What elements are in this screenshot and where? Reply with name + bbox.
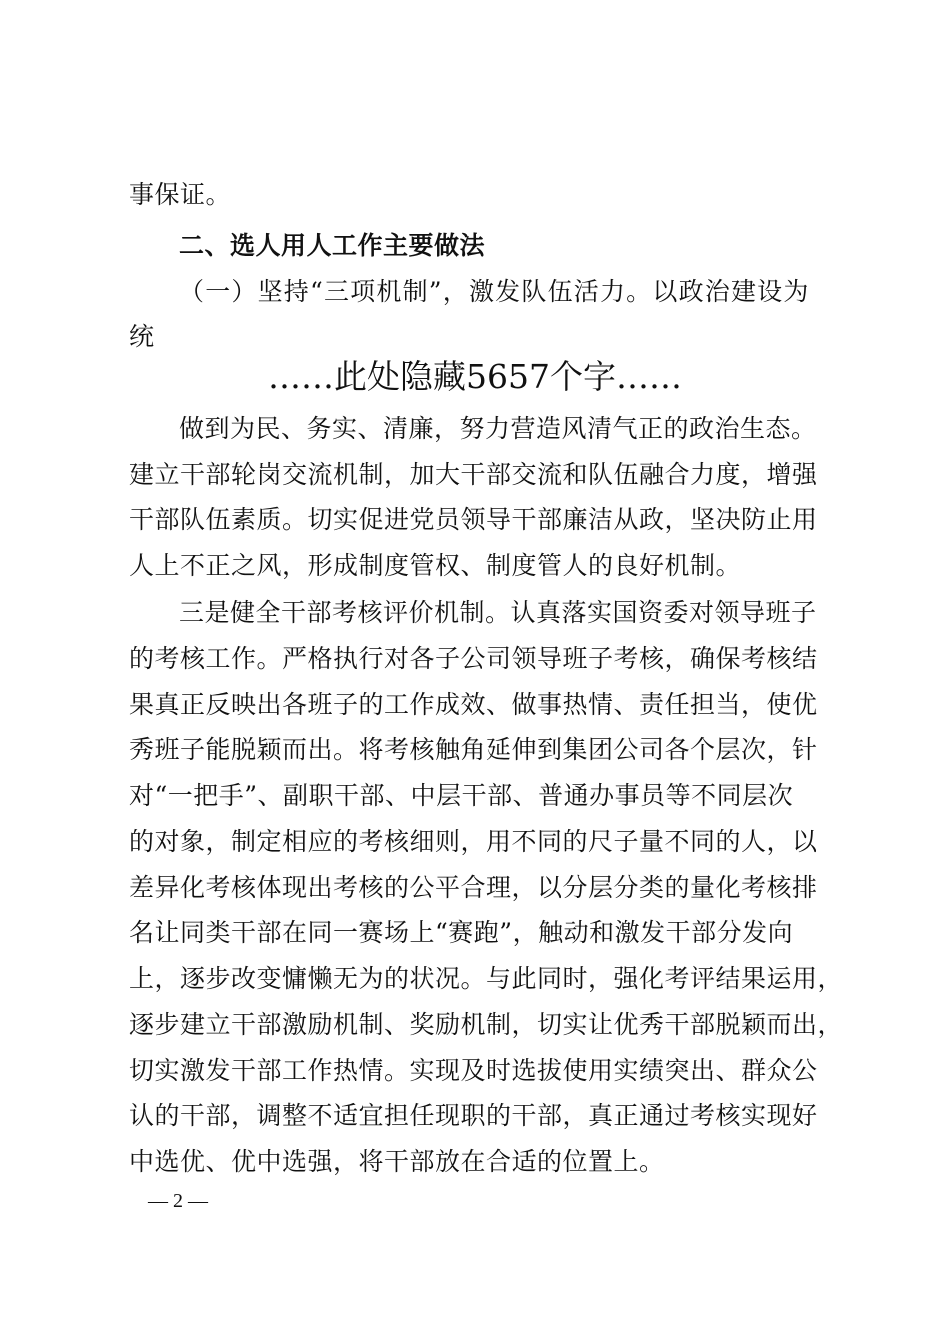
paragraph-line: 切实激发干部工作热情。实现及时选拔使用实绩突出、群众公 (129, 1056, 818, 1085)
paragraph-line: 上，逐步改变慵懒无为的状况。与此同时，强化考评结果运用， (129, 964, 844, 993)
section-heading: 二、选人用人工作主要做法 (179, 231, 486, 260)
text-line: 事保证。 (129, 180, 232, 209)
paragraph-line: 逐步建立干部激励机制、奖励机制，切实让优秀干部脱颖而出， (129, 1010, 844, 1039)
hidden-content-note: ……此处隐藏5657个字…… (268, 357, 682, 396)
paragraph-line: 做到为民、务实、清廉，努力营造风清气正的政治生态。 (179, 414, 817, 443)
paragraph-line: 对“一把手”、副职干部、中层干部、普通办事员等不同层次 (129, 781, 794, 810)
paragraph-line: 差异化考核体现出考核的公平合理，以分层分类的量化考核排 (129, 873, 818, 902)
paragraph-line: 名让同类干部在同一赛场上“赛跑”，触动和激发干部分发向 (129, 918, 794, 947)
paragraph-line: 干部队伍素质。切实促进党员领导干部廉洁从政，坚决防止用 (129, 505, 818, 534)
subheading-line: （一）坚持“三项机制”，激发队伍活力。以政治建设为 (179, 277, 810, 306)
paragraph-line: 的对象，制定相应的考核细则，用不同的尺子量不同的人，以 (129, 827, 818, 856)
paragraph-line: 认的干部，调整不适宜担任现职的干部，真正通过考核实现好 (129, 1101, 818, 1130)
paragraph-line: 的考核工作。严格执行对各子公司领导班子考核，确保考核结 (129, 644, 818, 673)
paragraph-line: 果真正反映出各班子的工作成效、做事热情、责任担当，使优 (129, 690, 818, 719)
paragraph-line: 人上不正之风，形成制度管权、制度管人的良好机制。 (129, 551, 742, 580)
paragraph-line: 中选优、优中选强，将干部放在合适的位置上。 (129, 1147, 665, 1176)
page-number: — 2 — (148, 1190, 208, 1212)
text-line: 统 (129, 322, 155, 351)
paragraph-line: 三是健全干部考核评价机制。认真落实国资委对领导班子 (179, 598, 817, 627)
paragraph-line: 秀班子能脱颖而出。将考核触角延伸到集团公司各个层次，针 (129, 735, 818, 764)
paragraph-line: 建立干部轮岗交流机制，加大干部交流和队伍融合力度，增强 (129, 460, 818, 489)
